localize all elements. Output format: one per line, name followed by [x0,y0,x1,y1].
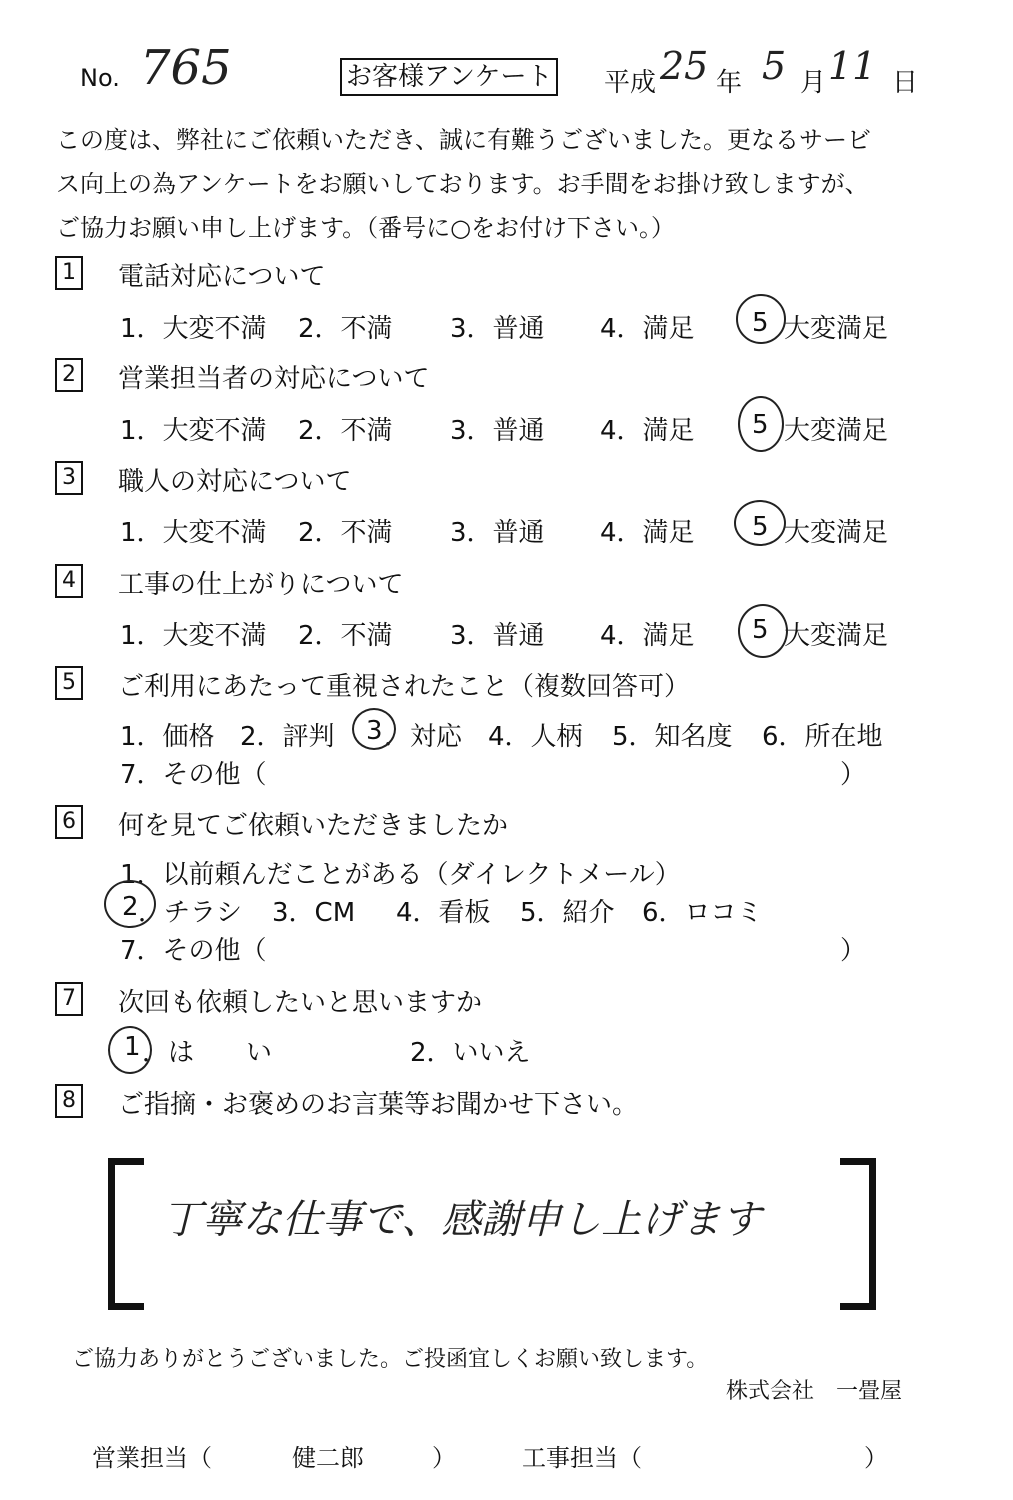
q1-option-1[interactable]: 1．大変不満 [120,314,267,344]
day-label: 日 [892,68,919,98]
q3-option-1[interactable]: 1．大変不満 [120,518,267,548]
q1-option-5-label[interactable]: 大変満足 [784,314,889,344]
question-4-number: 4 [55,564,83,598]
month-label: 月 [800,68,827,98]
comment-bracket-right [840,1158,876,1310]
intro-line-3: ご協力お願い申し上げます。（番号に○をお付け下さい。） [56,214,676,242]
question-2-number: 2 [55,358,83,392]
q6-option-2-label[interactable]: ．チラシ [138,898,243,928]
question-1-text: 電話対応について [118,262,326,292]
construction-rep-close: ） [864,1444,888,1472]
q5-option-2[interactable]: 2．評判 [240,722,335,752]
question-5-number: 5 [55,666,83,700]
q5-option-5[interactable]: 5．知名度 [612,722,733,752]
question-8-text: ご指摘・お褒めのお言葉等お聞かせ下さい。 [118,1090,639,1120]
q4-option-5-label[interactable]: 大変満足 [784,621,889,651]
q3-option-5-number[interactable]: 5 [752,512,769,542]
q3-selected-circle [734,500,786,546]
q2-option-5-number[interactable]: 5 [752,410,769,440]
question-3-number: 3 [55,461,83,495]
year-label: 年 [716,68,743,98]
q5-option-4[interactable]: 4．人柄 [488,722,583,752]
q6-option-2-number[interactable]: 2 [122,892,139,922]
thanks-text: ご協力ありがとうございました。ご投函宜しくお願い致します。 [72,1347,709,1372]
q3-option-3[interactable]: 3．普通 [450,518,545,548]
q6-selected-circle [104,880,156,928]
construction-rep-label: 工事担当（ [522,1444,642,1472]
question-6-text: 何を見てご依頼いただきましたか [118,811,509,841]
year-value: 25 [660,44,709,88]
q2-option-2[interactable]: 2．不満 [298,416,393,446]
q1-selected-circle [736,294,786,344]
q3-option-4[interactable]: 4．満足 [600,518,695,548]
comment-handwritten[interactable]: 丁寧な仕事で、感謝申し上げます [162,1197,762,1243]
q1-option-4[interactable]: 4．満足 [600,314,695,344]
q2-option-3[interactable]: 3．普通 [450,416,545,446]
q3-option-5-label[interactable]: 大変満足 [784,518,889,548]
question-4-text: 工事の仕上がりについて [118,570,404,600]
sales-rep-value: 健二郎 [292,1444,364,1472]
q5-selected-circle [352,708,396,750]
q7-selected-circle [108,1026,152,1074]
q7-option-2[interactable]: 2．いいえ [410,1038,531,1068]
q6-option-6[interactable]: 6．ロコミ [642,898,763,928]
intro-line-1: この度は、弊社にご依頼いただき、誠に有難うございました。更なるサービ [56,126,872,154]
question-3-text: 職人の対応について [118,467,352,497]
sales-rep-close: ） [432,1444,456,1472]
q7-option-1-label[interactable]: ．は い [142,1038,273,1068]
q2-option-5-label[interactable]: 大変満足 [784,416,889,446]
question-6-number: 6 [55,805,83,839]
q6-option-other-close: ） [840,936,867,966]
comment-bracket-left [108,1158,144,1310]
q5-option-3-number[interactable]: 3 [366,716,383,746]
q6-option-other[interactable]: 7．その他（ [120,936,267,966]
q1-option-5-number[interactable]: 5 [752,308,769,338]
q2-option-1[interactable]: 1．大変不満 [120,416,267,446]
q2-option-4[interactable]: 4．満足 [600,416,695,446]
q1-option-2[interactable]: 2．不満 [298,314,393,344]
question-7-text: 次回も依頼したいと思いますか [118,988,483,1018]
q6-option-4[interactable]: 4．看板 [396,898,491,928]
survey-number: 765 [140,40,232,96]
q6-option-3[interactable]: 3．CM [272,898,356,928]
no-label: No. [80,64,120,92]
sales-rep-label: 営業担当（ [92,1444,212,1472]
q5-option-3-label[interactable]: ．対応 [384,722,463,752]
q5-option-1[interactable]: 1．価格 [120,722,215,752]
question-5-text: ご利用にあたって重視されたこと（複数回答可） [118,672,691,702]
q4-option-3[interactable]: 3．普通 [450,621,545,651]
q2-selected-circle [738,396,784,452]
q4-option-4[interactable]: 4．満足 [600,621,695,651]
q5-option-other-close: ） [840,760,867,790]
q4-option-1[interactable]: 1．大変不満 [120,621,267,651]
question-7-number: 7 [55,982,83,1016]
month-value: 5 [762,44,787,88]
question-2-text: 営業担当者の対応について [118,364,430,394]
question-1-number: 1 [55,256,83,290]
survey-title: お客様アンケート [340,58,558,96]
q5-option-other[interactable]: 7．その他（ [120,760,267,790]
day-value: 11 [828,44,877,88]
q4-selected-circle [738,604,788,658]
company-name: 株式会社 一畳屋 [726,1379,903,1404]
era-label: 平成 [604,68,657,98]
q1-option-3[interactable]: 3．普通 [450,314,545,344]
q4-option-5-number[interactable]: 5 [752,615,769,645]
intro-line-2: ス向上の為アンケートをお願いしております。お手間をお掛け致しますが、 [56,170,869,198]
q4-option-2[interactable]: 2．不満 [298,621,393,651]
q6-option-1[interactable]: 1．以前頼んだことがある（ダイレクトメール） [120,860,681,890]
q6-option-5[interactable]: 5．紹介 [520,898,615,928]
q7-option-1-number[interactable]: 1 [124,1032,141,1062]
q5-option-6[interactable]: 6．所在地 [762,722,883,752]
question-8-number: 8 [55,1084,83,1118]
q3-option-2[interactable]: 2．不満 [298,518,393,548]
